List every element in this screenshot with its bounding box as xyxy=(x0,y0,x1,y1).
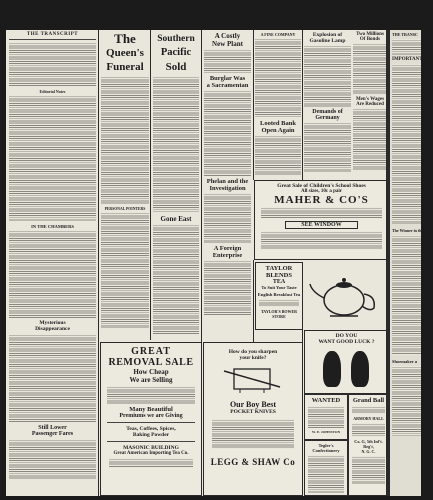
wages-text xyxy=(353,108,387,170)
a-costly-heading: A Costly xyxy=(214,32,241,40)
knife-pocket: POCKET KNIVES xyxy=(230,409,276,415)
column-rule xyxy=(253,30,254,180)
column-six xyxy=(304,32,351,178)
taylor-name: TAYLOR xyxy=(265,265,293,272)
column-rule xyxy=(150,30,151,340)
masthead-info xyxy=(9,42,96,86)
ball-text xyxy=(352,406,385,414)
two-millions-heading: Two Millions xyxy=(356,32,384,37)
fine-company-heading: A FINE COMPANY xyxy=(260,32,296,37)
taylor-blends: BLENDS xyxy=(265,272,292,279)
shoe-icon xyxy=(351,351,369,387)
demands-heading: Demands of xyxy=(312,109,343,115)
of-bonds-heading: Of Bonds xyxy=(359,37,381,42)
shoe-sale-subtitle: All sizes, 10c a pair xyxy=(301,189,342,194)
next-shoemaker: Shoemaker a xyxy=(392,359,418,364)
removal-sale-ad xyxy=(100,342,202,496)
ball-company: Co. G, 5th Inf't. Reg't, xyxy=(354,439,383,449)
headline-the: The xyxy=(114,31,136,46)
shoe-sale-store: MAHER & CO'S xyxy=(274,194,369,206)
teapot-icon xyxy=(304,262,387,328)
new-plant-heading: New Plant xyxy=(212,40,243,48)
gone-east-heading: Gone East xyxy=(160,215,192,223)
removal-how-cheap: How Cheap xyxy=(133,368,169,376)
school-shoes-ad xyxy=(254,180,389,260)
next-winner-text xyxy=(392,235,421,355)
removal-title: REMOVAL SALE xyxy=(108,357,194,368)
personal-pointers-heading: PERSONAL POINTERS xyxy=(104,207,146,211)
legg-shaw-brand: LEGG & SHAW Co xyxy=(210,457,296,467)
wanted-title: WANTED xyxy=(311,397,341,404)
shoe-sale-title: Great Sale of Children's School Shoes xyxy=(277,183,366,189)
confectionery-ad xyxy=(304,440,348,496)
knife-text xyxy=(212,419,294,449)
enterprise-heading: Enterprise xyxy=(212,252,243,259)
gone-east-text xyxy=(153,224,199,334)
germany-heading: Germany xyxy=(315,115,340,121)
removal-company: Great American Importing Tea Co. xyxy=(113,451,189,456)
reduced-heading: Are Reduced xyxy=(356,102,384,107)
plant-text xyxy=(204,49,251,73)
next-page-edge xyxy=(390,30,433,496)
headline-queens: Queen's xyxy=(106,47,144,59)
armory-hall: ARMORY HALL xyxy=(353,416,384,421)
chambers-text xyxy=(9,230,96,318)
burglar-text xyxy=(204,90,251,176)
confectionery-text xyxy=(308,455,344,493)
open-again-heading: Open Again xyxy=(261,127,295,134)
investigation-heading: Investigation xyxy=(209,185,246,192)
funeral-text xyxy=(101,76,149,204)
next-header-text xyxy=(392,39,421,55)
company-text xyxy=(255,38,301,118)
removal-teas: Teas, Coffees, Spices, xyxy=(126,426,176,432)
taylor-tea: TEA xyxy=(272,279,286,285)
see-window-label: SEE WINDOW xyxy=(285,221,358,229)
passenger-fares-heading: Passenger Fares xyxy=(31,431,74,437)
taylor-breakfast: English Breakfast Tea xyxy=(257,292,301,297)
ball-footer xyxy=(352,456,385,484)
taylor-taste: To Suit Your Taste xyxy=(261,285,297,290)
column-five xyxy=(255,32,301,178)
southern-pacific-column xyxy=(153,32,199,338)
burglar-heading: Burglar Was xyxy=(209,75,246,82)
phelan-heading: Phelan and the xyxy=(206,178,249,185)
column-rule xyxy=(302,30,303,180)
bonds-text xyxy=(353,43,387,95)
taylor-store: TAYLOR'S BOWER STORE xyxy=(260,309,298,319)
shoe-sale-text xyxy=(261,207,382,219)
foreign-heading: A Foreign xyxy=(213,245,242,252)
still-lower-heading: Still Lower xyxy=(38,425,67,431)
mens-wages-heading: Men's Wages xyxy=(355,97,385,102)
shoe-icon xyxy=(323,351,341,387)
explosion-heading: Explosion of xyxy=(312,32,343,38)
germany-text xyxy=(304,122,351,172)
column-seven xyxy=(353,32,387,178)
headline-sold: Sold xyxy=(165,61,187,73)
wanted-text xyxy=(308,406,344,428)
removal-great: GREAT xyxy=(131,346,171,357)
masthead: THE TRANSCRIPT xyxy=(26,32,79,37)
looted-bank-heading: Looted Bank xyxy=(260,120,296,127)
removal-premiums: Premiums we are Giving xyxy=(119,413,183,419)
gasoline-heading: Gasoline Lamp xyxy=(309,38,346,44)
grand-ball-ad xyxy=(348,394,389,496)
headline-pacific: Pacific xyxy=(160,47,192,58)
grand-ball-title: Grand Ball xyxy=(352,397,385,404)
wanted-ad xyxy=(304,394,348,440)
knife-question-1: How do you sharpen xyxy=(228,349,278,355)
knife-brand-line: Our Boy Best xyxy=(229,400,277,409)
column-four xyxy=(204,32,251,336)
taylor-text xyxy=(259,299,299,307)
investigation-text xyxy=(204,193,251,243)
southern-pacific-text xyxy=(153,76,199,212)
personal-pointers-text xyxy=(101,212,149,328)
knife-sharpener-icon xyxy=(204,361,300,395)
knife-question-2: your knife? xyxy=(239,355,267,361)
disappearance-heading: Disappearance xyxy=(35,326,70,332)
teapot-illustration xyxy=(304,262,387,328)
queens-funeral-column xyxy=(101,32,149,338)
removal-goods xyxy=(107,386,195,404)
next-important: IMPORTANT B xyxy=(392,57,428,62)
ball-details xyxy=(352,423,385,437)
enterprise-text xyxy=(204,260,251,316)
taylor-tea-ad xyxy=(255,262,303,330)
removal-baking: Baking Powder xyxy=(132,432,170,438)
bank-text xyxy=(255,135,301,175)
next-masthead: THE TRANSC xyxy=(392,32,418,37)
column-rule xyxy=(98,30,99,496)
newspaper-page xyxy=(6,30,388,496)
wanted-name: W. E. JOHNSTON xyxy=(311,430,341,434)
mysterious-heading: Mysterious xyxy=(39,320,66,326)
confectionery-title: Tegler's Confectionery xyxy=(312,443,340,453)
luck-do-you: DO YOU xyxy=(335,333,358,339)
next-winner: The Winner in the Race xyxy=(392,228,433,233)
shoe-sale-details xyxy=(261,231,382,249)
removal-selling: We are Selling xyxy=(129,376,173,384)
headline-funeral: Funeral xyxy=(106,61,144,73)
fares-text xyxy=(9,439,96,479)
next-body-text xyxy=(392,64,421,224)
good-luck-ad xyxy=(304,330,389,394)
luck-question: WANT GOOD LUCK ? xyxy=(318,339,375,345)
section-heading: IN THE CHAMBERS xyxy=(31,224,74,229)
explosion-text xyxy=(304,45,351,107)
editorial-text xyxy=(9,95,96,221)
disappearance-text xyxy=(9,334,96,422)
editorial-heading: Editorial Notes xyxy=(39,89,66,94)
next-shoemaker-text xyxy=(392,366,421,436)
left-column xyxy=(9,32,96,494)
next-page-column xyxy=(392,32,433,494)
removal-building: MASONIC BUILDING xyxy=(123,445,179,451)
removal-address xyxy=(109,458,193,468)
removal-beautiful: Many Beautiful xyxy=(129,406,173,413)
headline-southern: Southern xyxy=(157,34,195,44)
sacramentan-heading: a Sacramentan xyxy=(206,82,249,89)
pocket-knife-ad xyxy=(203,342,303,496)
ball-guard: N. G. C. xyxy=(361,449,376,454)
